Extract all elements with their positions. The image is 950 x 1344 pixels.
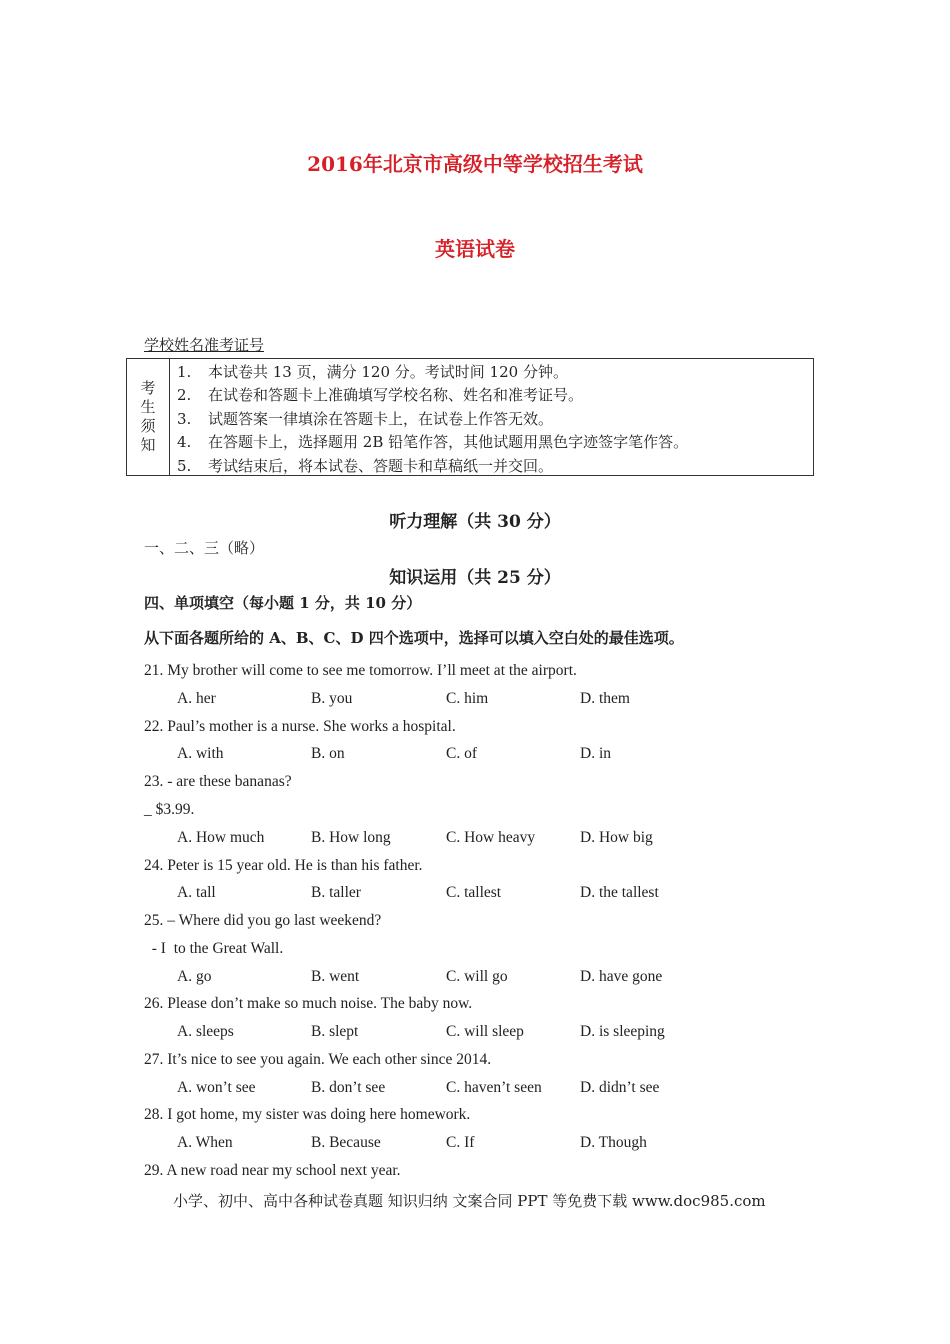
answer-option: D. didn’t see [580, 1079, 660, 1096]
answer-option: C. haven’t seen [446, 1079, 542, 1096]
notice-label [127, 359, 170, 475]
answer-option: A. won’t see [177, 1079, 256, 1096]
answer-option: D. the tallest [580, 884, 659, 901]
answer-option: A. sleeps [177, 1023, 234, 1040]
notice-item: 1. 本试卷共 13 页，满分 120 分。考试时间 120 分钟。 [177, 363, 568, 381]
answer-option: B. on [311, 745, 345, 762]
notice-label-char: 考 [140, 379, 156, 397]
footer-text: 小学、初中、高中各种试卷真题 知识归纳 文案合同 PPT 等免费下载 www.doc985.com [173, 1192, 766, 1210]
notice-box [126, 358, 814, 476]
answer-option: C. him [446, 690, 489, 707]
answer-option: B. went [311, 968, 360, 985]
question-stem: 28. I got home, my sister was doing here homework. [144, 1106, 471, 1123]
question-stem: 25. – Where did you go last weekend? [144, 912, 382, 929]
answer-option: A. with [177, 745, 224, 762]
answer-option: C. tallest [446, 884, 502, 901]
listening-heading: 听力理解（共 30 分） [389, 512, 561, 532]
question-stem: 23. - are these bananas? [144, 773, 292, 790]
answer-option: B. don’t see [311, 1079, 386, 1096]
answer-option: B. Because [311, 1134, 381, 1151]
notice-label-char: 须 [140, 417, 156, 435]
answer-option: C. If [446, 1134, 475, 1151]
answer-option: A. her [177, 690, 216, 707]
answer-option: D. have gone [580, 968, 663, 985]
question-stem: 29. A new road near my school next year. [144, 1162, 401, 1179]
answer-option: D. is sleeping [580, 1023, 665, 1040]
question-stem: 27. It’s nice to see you again. We each other since 2014. [144, 1051, 492, 1068]
instruction: 从下面各题所给的 A、B、C、D 四个选项中，选择可以填入空白处的最佳选项。 [144, 629, 684, 647]
question-stem: 24. Peter is 15 year old. He is than his father. [144, 857, 423, 874]
answer-option: A. How much [177, 829, 265, 846]
notice-item: 2. 在试卷和答题卡上准确填写学校名称、姓名和准考证号。 [177, 386, 584, 405]
notice-label-char: 知 [140, 436, 156, 454]
answer-option: A. When [177, 1134, 233, 1151]
question-stem: 26. Please don’t make so much noise. The baby now. [144, 995, 473, 1012]
exam-title: 2016年北京市高级中等学校招生考试 [307, 152, 643, 176]
question-stem-line2: - I to the Great Wall. [144, 940, 284, 957]
answer-option: D. How big [580, 829, 653, 846]
answer-option: A. tall [177, 884, 216, 901]
answer-option: C. of [446, 745, 477, 762]
exam-subtitle: 英语试卷 [435, 237, 515, 261]
notice-list [177, 361, 688, 478]
notice-label-char: 生 [140, 398, 156, 416]
answer-option: C. will sleep [446, 1023, 524, 1040]
question-stem: 22. Paul’s mother is a nurse. She works a hospital. [144, 718, 456, 735]
knowledge-heading: 知识运用（共 25 分） [389, 568, 561, 588]
answer-option: B. How long [311, 829, 391, 846]
listening-note: 一、二、三（略） [144, 539, 265, 557]
part-title: 四、单项填空（每小题 1 分，共 10 分） [144, 594, 422, 612]
notice-item: 4. 在答题卡上，选择题用 2B 铅笔作答，其他试题用黑色字迹签字笔作答。 [177, 433, 689, 452]
answer-option: B. slept [311, 1023, 359, 1040]
answer-option: B. taller [311, 884, 361, 901]
answer-option: D. in [580, 745, 611, 762]
notice-item: 3. 试题答案一律填涂在答题卡上，在试卷上作答无效。 [177, 409, 554, 428]
question-stem-line2: _ $3.99. [144, 801, 195, 818]
student-info-fields: 学校姓名准考证号 [144, 336, 265, 354]
answer-option: C. How heavy [446, 829, 536, 846]
notice-item: 5. 考试结束后，将本试卷、答题卡和草稿纸一并交回。 [177, 456, 554, 475]
question-stem: 21. My brother will come to see me tomorrow. I’ll meet at the airport. [144, 662, 577, 679]
answer-option: A. go [177, 968, 212, 985]
answer-option: B. you [311, 690, 353, 707]
answer-option: C. will go [446, 968, 508, 985]
answer-option: D. Though [580, 1134, 647, 1151]
answer-option: D. them [580, 690, 630, 707]
